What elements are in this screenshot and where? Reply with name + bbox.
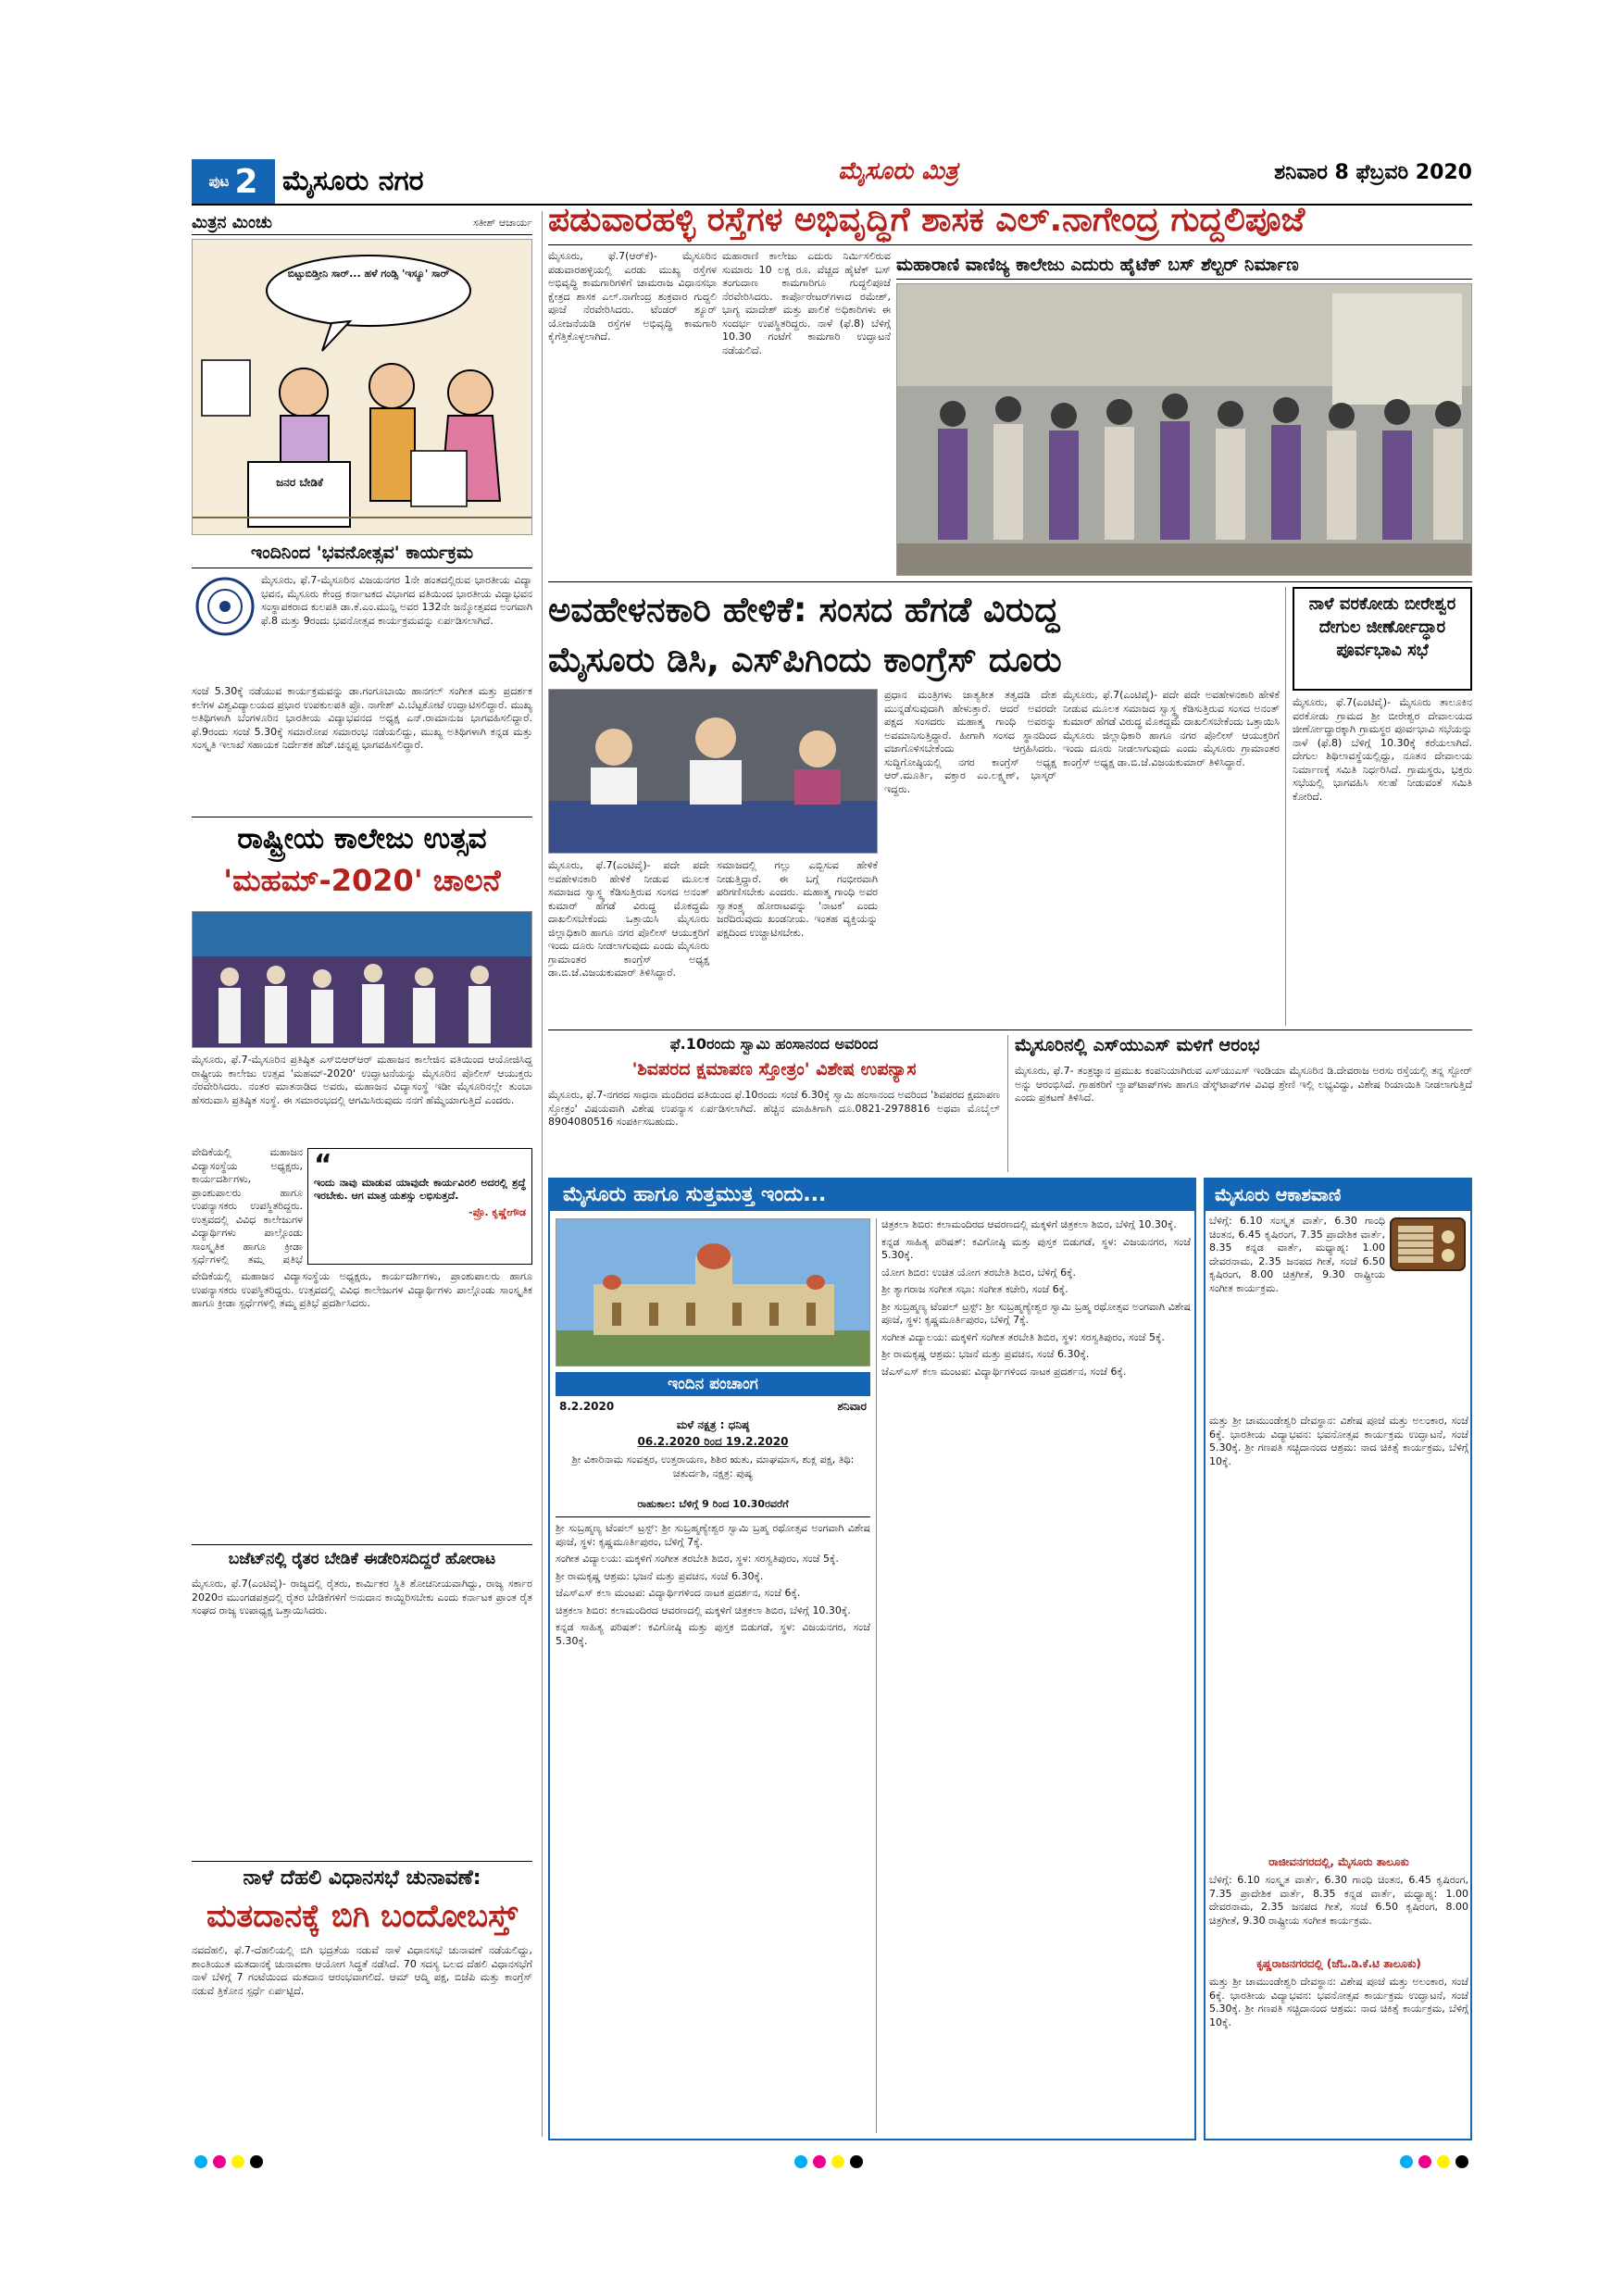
registration-dot-yellow [831, 2155, 844, 2168]
college-quote-author: -ಪ್ರೊ. ಕೃಷ್ಣೇಗೌಡ [468, 1206, 526, 1218]
list-item: ಯೋಗ ಶಿಬಿರ: ಉಚಿತ ಯೋಗ ತರಬೇತಿ ಶಿಬಿರ, ಬೆಳಿಗ್ಗೆ 6ಕ್ಕೆ. [881, 1266, 1076, 1279]
rule-lower [548, 1029, 1472, 1030]
list-item: ಶ್ರೀ ಸುಬ್ರಹ್ಮಣ್ಯ ಟೆಂಪಲ್ ಟ್ರಸ್ಟ್: ಶ್ರೀ ಸುಬ್ರಹ್ಮಣ್ಯೇಶ್ವರ ಸ್ವಾಮಿ ಬ್ರಹ್ಮ ರಥೋತ್ಸವ ಅಂಗವಾಗಿ ವಿಶೇಷ ಪೂಜೆ, ಸ್ಥಳ: ಕೃಷ್ಣಮೂರ್ತಿಪುರಂ, ಬೆಳಿಗ್ಗೆ 7ಕ್ಕೆ. [881, 1300, 1191, 1326]
today-header: ಮೈಸೂರು ಹಾಗೂ ಸುತ್ತಮುತ್ತ ಇಂದು... [550, 1179, 1194, 1211]
list-item: ಚಿತ್ರಕಲಾ ಶಿಬಿರ: ಕಲಾಮಂದಿರದ ಆವರಣದಲ್ಲಿ ಮಕ್ಕಳಿಗೆ ಚಿತ್ರಕಲಾ ಶಿಬಿರ, ಬೆಳಿಗ್ಗೆ 10.30ಕ್ಕೆ. [556, 1603, 851, 1616]
registration-dot-black [1455, 2155, 1468, 2168]
delhi-kicker: ನಾಳೆ ದೆಹಲಿ ವಿಧಾನಸಭೆ ಚುನಾವಣೆ: [243, 1866, 481, 1890]
hegde-press-photo [548, 689, 878, 854]
swami-body: ಮೈಸೂರು, ಫೆ.7-ನಗರದ ಸಾಧನಾ ಮಂದಿರದ ವತಿಯಿಂದ ಫೆ.10ರಂದು ಸಂಜೆ 6.30ಕ್ಕೆ ಸ್ವಾಮಿ ಹಂಸಾನಂದ ಅವರಿಂದ 'ಶಿವಪರದ ಕ್ಷಮಾಪಣ ಸ್ತೋತ್ರಂ' ವಿಷಯವಾಗಿ ವಿಶೇಷ ಉಪನ್ಯಾಸ ಏರ್ಪಡಿಸಲಾಗಿದೆ. ಹೆಚ್ಚಿನ ಮಾಹಿತಿಗಾಗಿ ದೂ.0821-2978816 ಅಥವಾ ಮೊಬೈಲ್ 8904080516 ಸಂಪರ್ಕಿಸಬಹುದು. [548, 1089, 1000, 1128]
quote-mark-icon: “ [314, 1149, 332, 1181]
college-photo [192, 911, 532, 1048]
cartoon-illustration [192, 239, 532, 535]
registration-dot-magenta [813, 2155, 826, 2168]
college-body: ಮೈಸೂರು, ಫೆ.7-ಮೈಸೂರಿನ ಪ್ರತಿಷ್ಠಿತ ಎಸ್‌ಬಿಆರ್‌ಆರ್ ಮಹಾಜನ ಕಾಲೇಜಿನ ವತಿಯಿಂದ ಆಯೋಜಿಸಿದ್ದ ರಾಷ್ಟ್ರೀಯ ಕಾಲೇಜು ಉತ್ಸವ 'ಮಹಮ್-2020' ಉದ್ಘಾಟನೆಯನ್ನು ಮೈಸೂರಿನ ಪೊಲೀಸ್ ಆಯುಕ್ತರು ನೆರವೇರಿಸಿದರು. ನಂತರ ಮಾತನಾಡಿದ ಅವರು, ಮಹಾಜನ ವಿದ್ಯಾಸಂಸ್ಥೆ ಇಡೀ ಮೈಸೂರಿನಲ್ಲೇ ತುಂಬಾ ಹೆಸರುವಾಸಿ ಪ್ರತಿಷ್ಠಿತ ಸಂಸ್ಥೆ. ಈ ಸಮಾರಂಭದಲ್ಲಿ ಆಗಮಿಸಿರುವುದು ನನಗೆ ಹೆಮ್ಮೆಯಾಗುತ್ತಿದೆ ಎಂದರು. [192, 1054, 532, 1106]
mysore-palace-photo [556, 1218, 870, 1366]
lead-col-2: ಮಹಾರಾಣಿ ಕಾಲೇಜು ಎದುರು ನಿರ್ಮಿಸಲಿರುವ ಸುಮಾರು 10 ಲಕ್ಷ ರೂ. ವೆಚ್ಚದ ಹೈಟೆಕ್ ಬಸ್ ತಂಗುದಾಣ ಕಾಮಗಾರಿಗೂ ಗುದ್ದಲಿಪೂಜೆ ನೆರವೇರಿಸಿದರು. ಕಾರ್ಪೊರೇಟರ್‌ಗಳಾದ ರಮೇಶ್, ಭಾಗ್ಯ ಮಾದೇಶ್ ಮತ್ತು ಪಾಲಿಕೆ ಅಧಿಕಾರಿಗಳು ಈ ಸಂದರ್ಭ ಉಪಸ್ಥಿತರಿದ್ದರು. ನಾಳೆ (ಫೆ.8) ಬೆಳಿಗ್ಗೆ 10.30 ಗಂಟೆಗೆ ಕಾಮಗಾರಿ ಉದ್ಘಾಟನೆ ನಡೆಯಲಿದೆ. [722, 250, 891, 356]
radio-header: ಮೈಸೂರು ಆಕಾಶವಾಣಿ [1206, 1179, 1470, 1211]
registration-dot-cyan [794, 2155, 807, 2168]
store-divider [1007, 1035, 1008, 1172]
panchanga-rahukala: ರಾಹುಕಾಲ: ಬೆಳಿಗ್ಗೆ 9 ರಿಂದ 10.30ರವರೆಗೆ [637, 1498, 789, 1510]
list-item: ಸಂಗೀತ ವಿದ್ಯಾಲಯ: ಮಕ್ಕಳಿಗೆ ಸಂಗೀತ ತರಬೇತಿ ಶಿಬಿರ, ಸ್ಥಳ: ಸರಸ್ವತಿಪುರಂ, ಸಂಜೆ 5ಕ್ಕೆ. [556, 1553, 839, 1565]
college-quote-text: ಇಂದು ನಾವು ಮಾಡುವ ಯಾವುದೇ ಕಾರ್ಯವಿರಲಿ ಅದರಲ್ಲಿ ಶ್ರದ್ಧೆ ಇರಬೇಕು. ಆಗ ಮಾತ್ರ ಯಶಸ್ಸು ಲಭಿಸುತ್ತದೆ. [314, 1177, 526, 1202]
radio-subhead-1: ರಾಜೀವನಗರದಲ್ಲಿ, ಮೈಸೂರು ತಾಲೂಕು [1268, 1855, 1409, 1868]
college-body-left: ವೇದಿಕೆಯಲ್ಲಿ ಮಹಾಜನ ವಿದ್ಯಾಸಂಸ್ಥೆಯ ಅಧ್ಯಕ್ಷರು, ಕಾರ್ಯದರ್ಶಿಗಳು, ಪ್ರಾಂಶುಪಾಲರು ಹಾಗೂ ಉಪನ್ಯಾಸಕರು ಉಪಸ್ಥಿತರಿದ್ದರು. ಉತ್ಸವದಲ್ಲಿ ವಿವಿಧ ಕಾಲೇಜುಗಳ ವಿದ್ಯಾರ್ಥಿಗಳು ಪಾಲ್ಗೊಂಡು ಸಾಂಸ್ಕೃತಿಕ ಹಾಗೂ ಕ್ರೀಡಾ ಸ್ಪರ್ಧೆಗಳಲ್ಲಿ ತಮ್ಮ ಪ್ರತಿಭೆ [192, 1146, 303, 1265]
panchanga-nakshatra: ಮಳೆ ನಕ್ಷತ್ರ : ಧನಿಷ್ಠ [676, 1418, 750, 1431]
panchanga-date: 8.2.2020 [559, 1400, 615, 1413]
paper-name: ಮೈಸೂರು ಮಿತ್ರ [838, 157, 958, 185]
bhavana-body: ಸಂಜೆ 5.30ಕ್ಕೆ ನಡೆಯುವ ಕಾರ್ಯಕ್ರಮವನ್ನು ಡಾ.ಗಂಗೂಬಾಯಿ ಹಾನಗಲ್ ಸಂಗೀತ ಮತ್ತು ಪ್ರದರ್ಶಕ ಕಲೆಗಳ ವಿಶ್ವವಿದ್ಯಾಲಯದ ಪ್ರಭಾರ ಉಪಕುಲಪತಿ ಪ್ರೊ. ನಾಗೇಶ್ ವಿ.ಬೆಟ್ಟಕೋಟೆ ಉದ್ಘಾಟಿಸಲಿದ್ದಾರೆ. ಮುಖ್ಯ ಅತಿಥಿಗಳಾಗಿ ಬೆಂಗಳೂರಿನ ಭಾರತೀಯ ವಿದ್ಯಾಭವನದ ಅಧ್ಯಕ್ಷ ಎನ್.ರಾಮಾನುಜ ಭಾಗವಹಿಸಲಿದ್ದಾರೆ. ಫೆ.9ರಂದು ಸಂಜೆ 5.30ಕ್ಕೆ ಸಮಾರೋಪ ಸಮಾರಂಭ ನಡೆಯಲಿದ್ದು, ಮುಖ್ಯ ಅತಿಥಿಗಳಾಗಿ ಕನ್ನಡ ಮತ್ತು ಸಂಸ್ಕೃತಿ ಇಲಾಖೆ ಸಹಾಯಕ ನಿರ್ದೇಶಕ ಹೆಚ್.ಚನ್ನಪ್ಪ ಭಾಗವಹಿಸಲಿದ್ದಾರೆ. [192, 685, 532, 751]
hegde-col-1: ಮೈಸೂರು, ಫೆ.7(ಎಂಟಿವೈ)- ಪದೇ ಪದೇ ಅವಹೇಳನಕಾರಿ ಹೇಳಿಕೆ ನೀಡುವ ಮೂಲಕ ಸಮಾಜದ ಸ್ವಾಸ್ಥ್ಯ ಕೆಡಿಸುತ್ತಿರುವ ಸಂಸದ ಅನಂತ್ ಕುಮಾರ್ ಹೆಗಡೆ ವಿರುದ್ಧ ಮೊಕದ್ದಮೆ ದಾಖಲಿಸಬೇಕೆಂದು ಒತ್ತಾಯಿಸಿ ಮೈಸೂರು ಜಿಲ್ಲಾಧಿಕಾರಿ ಹಾಗೂ ನಗರ ಪೊಲೀಸ್ ಆಯುಕ್ತರಿಗೆ ಇಂದು ದೂರು ನೀಡಲಾಗುವುದು ಎಂದು ಮೈಸೂರು ಗ್ರಾಮಾಂತರ ಕಾಂಗ್ರೆಸ್ ಅಧ್ಯಕ್ಷ ಡಾ.ಬಿ.ಜೆ.ವಿಜಯಕುಮಾರ್ ತಿಳಿಸಿದ್ದಾರೆ. [548, 859, 709, 979]
registration-dot-black [850, 2155, 863, 2168]
swami-headline: 'ಶಿವಪರದ ಕ್ಷಮಾಪಣ ಸ್ತೋತ್ರಂ' ವಿಶೇಷ ಉಪನ್ಯಾಸ [631, 1059, 917, 1079]
list-item: ಕನ್ನಡ ಸಾಹಿತ್ಯ ಪರಿಷತ್: ಕವಿಗೋಷ್ಠಿ ಮತ್ತು ಪುಸ್ತಕ ಬಿಡುಗಡೆ, ಸ್ಥಳ: ವಿಜಯನಗರ, ಸಂಜೆ 5.30ಕ್ಕೆ. [881, 1235, 1191, 1261]
radio-schedule: ಬೆಳಿಗ್ಗೆ: 6.10 ಸಂಸ್ಕೃತ ವಾರ್ತೆ, 6.30 ಗಾಂಧಿ ಚಿಂತನ, 6.45 ಕೃಷಿರಂಗ, 7.35 ಪ್ರಾದೇಶಿಕ ವಾರ್ತೆ, 8.35 ಕನ್ನಡ ವಾರ್ತೆ, ಮಧ್ಯಾಹ್ನ: 1.00 ದೇವರನಾಮ, 2.35 ಜನಪದ ಗೀತೆ, ಸಂಜೆ 6.50 ಕೃಷಿರಂಗ, 8.00 ಚಿತ್ರಗೀತೆ, 9.30 ರಾಷ್ಟ್ರೀಯ ಸಂಗೀತ ಕಾರ್ಯಕ್ರಮ. [1209, 1215, 1385, 1294]
bhavana-headline: ಇಂದಿನಿಂದ 'ಭವನೋತ್ಸವ' ಕಾರ್ಯಕ್ರಮ [192, 543, 532, 568]
hegde-col-3: ಪ್ರಧಾನ ಮಂತ್ರಿಗಳು ಜಾತ್ಯತೀತ ತತ್ವದಡಿ ದೇಶ ಮುನ್ನಡೆಸುವುದಾಗಿ ಹೇಳುತ್ತಾರೆ. ಆದರೆ ಅವರದೇ ಪಕ್ಷದ ಸಂಸದರು ಮಹಾತ್ಮ ಗಾಂಧಿ ಅವರನ್ನು ಅವಮಾನಿಸುತ್ತಿದ್ದಾರೆ. ಹೀಗಾಗಿ ಸಂಸದ ಸ್ಥಾನದಿಂದ ವಜಾಗೊಳಿಸಬೇಕೆಂದು ಆಗ್ರಹಿಸಿದರು. ಸುದ್ದಿಗೋಷ್ಠಿಯಲ್ಲಿ ನಗರ ಕಾಂಗ್ರೆಸ್ ಅಧ್ಯಕ್ಷ ಆರ್.ಮೂರ್ತಿ, ವಕ್ತಾರ ಎಂ.ಲಕ್ಷ್ಮಣ್, ಭಾಸ್ಕರ್ ಇದ್ದರು. [884, 689, 1056, 795]
college-body-cont: ವೇದಿಕೆಯಲ್ಲಿ ಮಹಾಜನ ವಿದ್ಯಾಸಂಸ್ಥೆಯ ಅಧ್ಯಕ್ಷರು, ಕಾರ್ಯದರ್ಶಿಗಳು, ಪ್ರಾಂಶುಪಾಲರು ಹಾಗೂ ಉಪನ್ಯಾಸಕರು ಉಪಸ್ಥಿತರಿದ್ದರು. ಉತ್ಸವದಲ್ಲಿ ವಿವಿಧ ಕಾಲೇಜುಗಳ ವಿದ್ಯಾರ್ಥಿಗಳು ಪಾಲ್ಗೊಂಡು ಸಾಂಸ್ಕೃತಿಕ ಹಾಗೂ ಕ್ರೀಡಾ ಸ್ಪರ್ಧೆಗಳಲ್ಲಿ ತಮ್ಮ ಪ್ರತಿಭೆ ಪ್ರದರ್ಶಿಸಿದರು. [192, 1270, 532, 1309]
hegde-headline-1: ಅವಹೇಳನಕಾರಿ ಹೇಳಿಕೆ: ಸಂಸದ ಹೆಗಡೆ ವಿರುದ್ಧ [548, 590, 1060, 630]
radio-subhead-2: ಕೃಷ್ಣರಾಜನಗರದಲ್ಲಿ (ಜೆಓ.ಡಿ.ಕೆ.ಟಿ ತಾಲೂಕು) [1256, 1957, 1421, 1970]
farmers-headline: ಬಜೆಟ್‌ನಲ್ಲಿ ರೈತರ ಬೇಡಿಕೆ ಈಡೇರಿಸದಿದ್ದರೆ ಹೋರಾಟ [228, 1550, 496, 1568]
bhavana-emblem-icon [194, 576, 256, 637]
maharani-photo [896, 283, 1472, 576]
delhi-body: ನವದೆಹಲಿ, ಫೆ.7-ದೆಹಲಿಯಲ್ಲಿ ಬಿಗಿ ಭದ್ರತೆಯ ನಡುವೆ ನಾಳೆ ವಿಧಾನಸಭೆ ಚುನಾವಣೆ ನಡೆಯಲಿದ್ದು, ಶಾಂತಿಯುತ ಮತದಾನಕ್ಕೆ ಚುನಾವಣಾ ಆಯೋಗ ಸಿದ್ಧತೆ ನಡೆಸಿದೆ. 70 ಸದಸ್ಯ ಬಲದ ದೆಹಲಿ ವಿಧಾನಸಭೆಗೆ ನಾಳೆ ಬೆಳಿಗ್ಗೆ 7 ಗಂಟೆಯಿಂದ ಮತದಾನ ಆರಂಭವಾಗಲಿದೆ. ಆಮ್ ಆದ್ಮಿ ಪಕ್ಷ, ಬಿಜೆಪಿ ಮತ್ತು ಕಾಂಗ್ರೆಸ್ ನಡುವೆ ತ್ರಿಕೋನ ಸ್ಪರ್ಧೆ ಏರ್ಪಟ್ಟಿದೆ. [192, 1944, 532, 1997]
hegde-col-4: ಮೈಸೂರು, ಫೆ.7(ಎಂಟಿವೈ)- ಪದೇ ಪದೇ ಅವಹೇಳನಕಾರಿ ಹೇಳಿಕೆ ನೀಡುವ ಮೂಲಕ ಸಮಾಜದ ಸ್ವಾಸ್ಥ್ಯ ಕೆಡಿಸುತ್ತಿರುವ ಸಂಸದ ಅನಂತ್ ಕುಮಾರ್ ಹೆಗಡೆ ವಿರುದ್ಧ ಮೊಕದ್ದಮೆ ದಾಖಲಿಸಬೇಕೆಂದು ಒತ್ತಾಯಿಸಿ ಮೈಸೂರು ಜಿಲ್ಲಾಧಿಕಾರಿ ಹಾಗೂ ನಗರ ಪೊಲೀಸ್ ಆಯುಕ್ತರಿಗೆ ಇಂದು ದೂರು ನೀಡಲಾಗುವುದು ಎಂದು ಮೈಸೂರು ಗ್ರಾಮಾಂತರ ಕಾಂಗ್ರೆಸ್ ಅಧ್ಯಕ್ಷ ಡಾ.ಬಿ.ಜೆ.ವಿಜಯಕುಮಾರ್ ತಿಳಿಸಿದ್ದಾರೆ. [1063, 689, 1280, 768]
college-headline-1: ರಾಷ್ಟ್ರೀಯ ಕಾಲೇಜು ಉತ್ಸವ [237, 822, 487, 855]
swami-kicker: ಫೆ.10ರಂದು ಸ್ವಾಮಿ ಹಂಸಾನಂದ ಅವರಿಂದ [669, 1035, 879, 1053]
registration-dot-black [250, 2155, 263, 2168]
cartoon-title: ಮಿತ್ರನ ಮಿಂಚು [192, 213, 272, 232]
panchanga-date-row [559, 1400, 867, 1414]
radio-schedule-end: ಮತ್ತು ಶ್ರೀ ಚಾಮುಂಡೇಶ್ವರಿ ದೇವಸ್ಥಾನ: ವಿಶೇಷ ಪೂಜೆ ಮತ್ತು ಅಲಂಕಾರ, ಸಂಜೆ 6ಕ್ಕೆ. ಭಾರತೀಯ ವಿದ್ಯಾಭವನ: ಭವನೋತ್ಸವ ಕಾರ್ಯಕ್ರಮ ಉದ್ಘಾಟನೆ, ಸಂಜೆ 5.30ಕ್ಕೆ. ಶ್ರೀ ಗಣಪತಿ ಸಚ್ಚಿದಾನಂದ ಆಶ್ರಮ: ನಾದ ಚಿಕಿತ್ಸೆ ಕಾರ್ಯಕ್ರಮ, ಬೆಳಿಗ್ಗೆ 10ಕ್ಕೆ. [1209, 1976, 1468, 2028]
rule-lead [548, 244, 1472, 245]
temple-headline-box [1293, 587, 1472, 691]
rule-left-2 [192, 1544, 532, 1545]
registration-dot-yellow [231, 2155, 244, 2168]
rule-left-3 [192, 1861, 532, 1862]
cartoon-bubble-text: ಬಿಟ್ಟುಬಿಡ್ತೀನಿ ಸಾರ್... ಹಳೆ ಗಂಡ್ಸಿ 'ಇಸ್ಯೂ' ಸಾರ್ [287, 268, 450, 280]
page-date: ಶನಿವಾರ 8 ಫೆಬ್ರವರಿ 2020 [1274, 161, 1472, 184]
list-item: ಜೆಎಸ್‌ಎಸ್ ಕಲಾ ಮಂಟಪ: ವಿದ್ಯಾರ್ಥಿಗಳಿಂದ ನಾಟಕ ಪ್ರದರ್ಶನ, ಸಂಜೆ 6ಕ್ಕೆ. [881, 1365, 1127, 1378]
list-item: ಚಿತ್ರಕಲಾ ಶಿಬಿರ: ಕಲಾಮಂದಿರದ ಆವರಣದಲ್ಲಿ ಮಕ್ಕಳಿಗೆ ಚಿತ್ರಕಲಾ ಶಿಬಿರ, ಬೆಳಿಗ್ಗೆ 10.30ಕ್ಕೆ. [881, 1218, 1177, 1230]
college-quote-box [307, 1148, 532, 1265]
registration-dot-cyan [194, 2155, 207, 2168]
temple-divider [1285, 587, 1286, 1026]
registration-dot-magenta [1418, 2155, 1431, 2168]
hegde-headline-2: ಮೈಸೂರು ಡಿಸಿ, ಎಸ್‌ಪಿಗಿಂದು ಕಾಂಗ್ರೆಸ್ ದೂರು [548, 640, 1062, 680]
page-label: ಪುಟ [208, 173, 230, 190]
delhi-headline: ಮತದಾನಕ್ಕೆ ಬಿಗಿ ಬಂದೋಬಸ್ತ್ [206, 1898, 518, 1935]
panchanga-period: 06.2.2020 ರಿಂದ 19.2.2020 [637, 1435, 789, 1448]
section-title: ಮೈಸೂರು ನಗರ [282, 165, 424, 197]
registration-dot-yellow [1437, 2155, 1450, 2168]
cartoon-header [192, 211, 532, 235]
list-item: ಕನ್ನಡ ಸಾಹಿತ್ಯ ಪರಿಷತ್: ಕವಿಗೋಷ್ಠಿ ಮತ್ತು ಪುಸ್ತಕ ಬಿಡುಗಡೆ, ಸ್ಥಳ: ವಿಜಯನಗರ, ಸಂಜೆ 5.30ಕ್ಕೆ. [556, 1621, 870, 1647]
hegde-col-2: ಸಮಾಜದಲ್ಲಿ ಗಲ್ಲು ಎಬ್ಬಿಸುವ ಹೇಳಿಕೆ ನೀಡುತ್ತಿದ್ದಾರೆ. ಈ ಬಗ್ಗೆ ಗಂಭೀರವಾಗಿ ಪರಿಗಣಿಸಬೇಕು ಎಂದರು. ಮಹಾತ್ಮ ಗಾಂಧಿ ಅವರ ಸ್ವಾತಂತ್ರ್ಯ ಹೋರಾಟವನ್ನು 'ನಾಟಕ' ಎಂದು ಜರೆದಿರುವುದು ಖಂಡನೀಯ. ಇಂತಹ ವ್ಯಕ್ತಿಯನ್ನು ಪಕ್ಷದಿಂದ ಉಚ್ಚಾಟಿಸಬೇಕು. [717, 859, 878, 939]
rule-panchanga [556, 1516, 870, 1517]
registration-dot-magenta [213, 2155, 226, 2168]
store-body: ಮೈಸೂರು, ಫೆ.7- ತಂತ್ರಜ್ಞಾನ ಪ್ರಮುಖ ಕಂಪನಿಯಾಗಿರುವ ಎಸ್‌ಯುಎಸ್ ಇಂಡಿಯಾ ಮೈಸೂರಿನ ಡಿ.ದೇವರಾಜ ಅರಸು ರಸ್ತೆಯಲ್ಲಿ ತನ್ನ ಸ್ಟೋರ್ ಅನ್ನು ಆರಂಭಿಸಿದೆ. ಗ್ರಾಹಕರಿಗೆ ಲ್ಯಾಪ್‌ಟಾಪ್‌ಗಳು ಹಾಗೂ ಡೆಸ್ಕ್‌ಟಾಪ್‌ಗಳ ವಿವಿಧ ಶ್ರೇಣಿ ಇಲ್ಲಿ ಲಭ್ಯವಿದ್ದು, ವಿಶೇಷ ರಿಯಾಯಿತಿ ನೀಡಲಾಗುತ್ತಿದೆ ಎಂದು ಪ್ರಕಟಣೆ ತಿಳಿಸಿದೆ. [1015, 1065, 1472, 1104]
radio-schedule-more: ಬೆಳಿಗ್ಗೆ: 6.10 ಸಂಸ್ಕೃತ ವಾರ್ತೆ, 6.30 ಗಾಂಧಿ ಚಿಂತನ, 6.45 ಕೃಷಿರಂಗ, 7.35 ಪ್ರಾದೇಶಿಕ ವಾರ್ತೆ, 8.35 ಕನ್ನಡ ವಾರ್ತೆ, ಮಧ್ಯಾಹ್ನ: 1.00 ದೇವರನಾಮ, 2.35 ಜನಪದ ಗೀತೆ, ಸಂಜೆ 6.50 ಕೃಷಿರಂಗ, 8.00 ಚಿತ್ರಗೀತೆ, 9.30 ರಾಷ್ಟ್ರೀಯ ಸಂಗೀತ ಕಾರ್ಯಕ್ರಮ. [1209, 1874, 1468, 1927]
events-list-2 [881, 1218, 1191, 2133]
list-item: ಶ್ರೀ ರಾಮಕೃಷ್ಣ ಆಶ್ರಮ: ಭಜನೆ ಮತ್ತು ಪ್ರವಚನ, ಸಂಜೆ 6.30ಕ್ಕೆ. [556, 1569, 764, 1582]
maharani-headline: ಮಹಾರಾಣಿ ವಾಣಿಜ್ಯ ಕಾಲೇಜು ಎದುರು ಹೈಟೆಕ್ ಬಸ್ ಶೆಲ್ಟರ್ ನಿರ್ಮಾಣ [896, 250, 1472, 280]
cartoon-drawing [193, 240, 532, 535]
today-inner-divider [876, 1218, 877, 2133]
radio-schedule-cont: ಮತ್ತು ಶ್ರೀ ಚಾಮುಂಡೇಶ್ವರಿ ದೇವಸ್ಥಾನ: ವಿಶೇಷ ಪೂಜೆ ಮತ್ತು ಅಲಂಕಾರ, ಸಂಜೆ 6ಕ್ಕೆ. ಭಾರತೀಯ ವಿದ್ಯಾಭವನ: ಭವನೋತ್ಸವ ಕಾರ್ಯಕ್ರಮ ಉದ್ಘಾಟನೆ, ಸಂಜೆ 5.30ಕ್ಕೆ. ಶ್ರೀ ಗಣಪತಿ ಸಚ್ಚಿದಾನಂದ ಆಶ್ರಮ: ನಾದ ಚಿಕಿತ್ಸೆ ಕಾರ್ಯಕ್ರಮ, ಬೆಳಿಗ್ಗೆ 10ಕ್ಕೆ. [1209, 1415, 1468, 1467]
panchanga-body: ಶ್ರೀ ವಿಕಾರಿನಾಮ ಸಂವತ್ಸರ, ಉತ್ತರಾಯಣ, ಶಿಶಿರ ಋತು, ಮಾಘಮಾಸ, ಶುಕ್ಲ ಪಕ್ಷ, ತಿಥಿ: ಚತುರ್ದಶಿ, ನಕ್ಷತ್ರ: ಪುಷ್ಯ [571, 1454, 855, 1479]
panchanga-day: ಶನಿವಾರ [837, 1400, 867, 1413]
events-list-1 [556, 1522, 870, 2133]
list-item: ಶ್ರೀ ತ್ಯಾಗರಾಜ ಸಂಗೀತ ಸಭಾ: ಸಂಗೀತ ಕಚೇರಿ, ಸಂಜೆ 6ಕ್ಕೆ. [881, 1283, 1068, 1295]
store-headline: ಮೈಸೂರಿನಲ್ಲಿ ಎಸ್‌ಯುಎಸ್ ಮಳಿಗೆ ಆರಂಭ [1015, 1035, 1260, 1055]
radio-icon [1389, 1213, 1467, 1274]
list-item: ಶ್ರೀ ರಾಮಕೃಷ್ಣ ಆಶ್ರಮ: ಭಜನೆ ಮತ್ತು ಪ್ರವಚನ, ಸಂಜೆ 6.30ಕ್ಕೆ. [881, 1348, 1090, 1360]
temple-body: ಮೈಸೂರು, ಫೆ.7(ಎಂಟಿವೈ)- ಮೈಸೂರು ತಾಲೂಕಿನ ವರಕೋಡು ಗ್ರಾಮದ ಶ್ರೀ ಬೀರೇಶ್ವರ ದೇವಾಲಯದ ಜೀರ್ಣೋದ್ಧಾರಕ್ಕಾಗಿ ಗ್ರಾಮಸ್ಥರ ಪೂರ್ವಭಾವಿ ಸಭೆಯನ್ನು ನಾಳೆ (ಫೆ.8) ಬೆಳಿಗ್ಗೆ 10.30ಕ್ಕೆ ಕರೆಯಲಾಗಿದೆ. ದೇಗುಲ ಶಿಥಿಲಾವಸ್ಥೆಯಲ್ಲಿದ್ದು, ನೂತನ ದೇವಾಲಯ ನಿರ್ಮಾಣಕ್ಕೆ ಸಮಿತಿ ನಿರ್ಧರಿಸಿದೆ. ಗ್ರಾಮಸ್ಥರು, ಭಕ್ತರು ಸಭೆಯಲ್ಲಿ ಭಾಗವಹಿಸಿ ಸಲಹೆ ನೀಡುವಂತೆ ಸಮಿತಿ ಕೋರಿದೆ. [1293, 696, 1472, 803]
cartoon-sign-text: ಜನರ ಬೇಡಿಕೆ [276, 476, 323, 489]
list-item: ಜೆಎಸ್‌ಎಸ್ ಕಲಾ ಮಂಟಪ: ವಿದ್ಯಾರ್ಥಿಗಳಿಂದ ನಾಟಕ ಪ್ರದರ್ಶನ, ಸಂಜೆ 6ಕ್ಕೆ. [556, 1587, 801, 1599]
page-number-box [192, 159, 275, 204]
college-headline-2: 'ಮಹಮ್-2020' ಚಾಲನೆ [223, 863, 501, 898]
list-item: ಸಂಗೀತ ವಿದ್ಯಾಲಯ: ಮಕ್ಕಳಿಗೆ ಸಂಗೀತ ತರಬೇತಿ ಶಿಬಿರ, ಸ್ಥಳ: ಸರಸ್ವತಿಪುರಂ, ಸಂಜೆ 5ಕ್ಕೆ. [881, 1330, 1165, 1343]
rule-mid [548, 581, 1472, 582]
list-item: ಶ್ರೀ ಸುಬ್ರಹ್ಮಣ್ಯ ಟೆಂಪಲ್ ಟ್ರಸ್ಟ್: ಶ್ರೀ ಸುಬ್ರಹ್ಮಣ್ಯೇಶ್ವರ ಸ್ವಾಮಿ ಬ್ರಹ್ಮ ರಥೋತ್ಸವ ಅಂಗವಾಗಿ ವಿಶೇಷ ಪೂಜೆ, ಸ್ಥಳ: ಕೃಷ್ಣಮೂರ್ತಿಪುರಂ, ಬೆಳಿಗ್ಗೆ 7ಕ್ಕೆ. [556, 1522, 870, 1548]
page-number: 2 [234, 162, 258, 201]
panchanga-title: ಇಂದಿನ ಪಂಚಾಂಗ [556, 1372, 870, 1396]
left-column-divider [542, 211, 543, 2137]
lead-col-1: ಮೈಸೂರು, ಫೆ.7(ಆರ್‌ಕೆ)- ಮೈಸೂರಿನ ಪಡುವಾರಹಳ್ಳಿಯಲ್ಲಿ ಎರಡು ಮುಖ್ಯ ರಸ್ತೆಗಳ ಅಭಿವೃದ್ಧಿ ಕಾಮಗಾರಿಗಳಿಗೆ ಚಾಮರಾಜ ವಿಧಾನಸಭಾ ಕ್ಷೇತ್ರದ ಶಾಸಕ ಎಲ್.ನಾಗೇಂದ್ರ ಶುಕ್ರವಾರ ಗುದ್ದಲಿ ಪೂಜೆ ನೆರವೇರಿಸಿದರು. ಟೆಂಡರ್ ಶ್ಯೂರ್ ಯೋಜನೆಯಡಿ ರಸ್ತೆಗಳ ಅಭಿವೃದ್ಧಿ ಕಾಮಗಾರಿ ಕೈಗೆತ್ತಿಕೊಳ್ಳಲಾಗಿದೆ. [548, 250, 717, 343]
cartoon-artist: ಸತೀಶ್ ಆಚಾರ್ಯ [472, 216, 532, 229]
registration-dot-cyan [1400, 2155, 1413, 2168]
farmers-body: ಮೈಸೂರು, ಫೆ.7(ಎಂಟಿವೈ)- ರಾಜ್ಯದಲ್ಲಿ ರೈತರು, ಕಾರ್ಮಿಕರ ಸ್ಥಿತಿ ಶೋಚನೀಯವಾಗಿದ್ದು, ರಾಜ್ಯ ಸರ್ಕಾರ 2020ರ ಮುಂಗಡಪತ್ರದಲ್ಲಿ ರೈತರ ಬೇಡಿಕೆಗಳಿಗೆ ಅನುದಾನ ಕಾಯ್ದಿರಿಸಬೇಕು ಎಂದು ಕರ್ನಾಟಕ ಪ್ರಾಂತ ರೈತ ಸಂಘದ ರಾಜ್ಯ ಉಪಾಧ್ಯಕ್ಷ ಒತ್ತಾಯಿಸಿದರು. [192, 1578, 532, 1616]
bhavana-lead: ಮೈಸೂರು, ಫೆ.7-ಮೈಸೂರಿನ ವಿಜಯನಗರ 1ನೇ ಹಂತದಲ್ಲಿರುವ ಭಾರತೀಯ ವಿದ್ಯಾ ಭವನ, ಮೈಸೂರು ಕೇಂದ್ರ ಕರ್ನಾಟಕದ ವಿಭಾಗದ ವತಿಯಿಂದ ಭಾರತೀಯ ವಿದ್ಯಾಭವನ ಸಂಸ್ಥಾಪಕರಾದ ಕುಲಪತಿ ಡಾ.ಕೆ.ಎಂ.ಮುನ್ಷಿ ಅವರ 132ನೇ ಜನ್ಮೋತ್ಸವದ ಅಂಗವಾಗಿ ಫೆ.8 ಮತ್ತು 9ರಂದು ಭವನೋತ್ಸವ ಕಾರ್ಯಕ್ರಮವನ್ನು ಏರ್ಪಡಿಸಲಾಗಿದೆ. [261, 574, 532, 627]
temple-headline: ನಾಳೆ ವರಕೋಡು ಬೀರೇಶ್ವರ ದೇಗುಲ ಜೀರ್ಣೋದ್ಧಾರ ಪೂರ್ವಭಾವಿ ಸಭೆ [1308, 594, 1456, 660]
lead-headline: ಪಡುವಾರಹಳ್ಳಿ ರಸ್ತೆಗಳ ಅಭಿವೃದ್ಧಿಗೆ ಶಾಸಕ ಎಲ್.ನಾಗೇಂದ್ರ ಗುದ್ದಲಿಪೂಜೆ [548, 201, 1305, 239]
